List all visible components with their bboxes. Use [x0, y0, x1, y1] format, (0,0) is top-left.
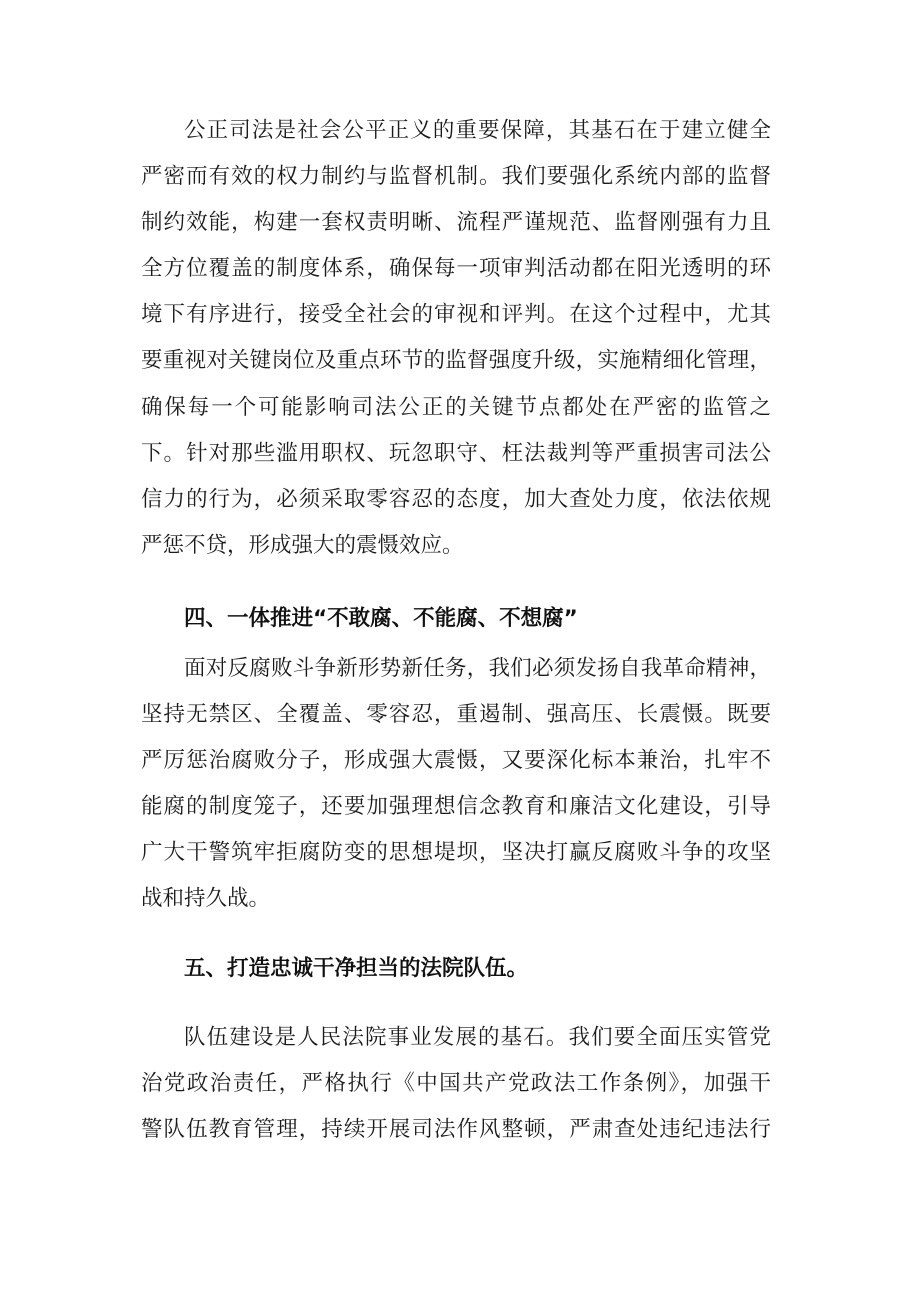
section-heading-five: 五、打造忠诚干净担当的法院队伍。: [184, 956, 529, 981]
paragraph-line: 严惩不贷，形成强大的震慑效应。: [141, 532, 464, 558]
paragraph-line: 全方位覆盖的制度体系，确保每一项审判活动都在阳光透明的环: [141, 256, 771, 282]
paragraph-line: 治党政治责任，严格执行《中国共产党政法工作条例》，加强干: [141, 1071, 771, 1097]
paragraph-line: 战和持久战。: [141, 886, 271, 912]
paragraph-line: 面对反腐败斗争新形势新任务，我们必须发扬自我革命精神，: [184, 656, 771, 681]
paragraph-line: 广大干警筑牢拒腐防变的思想堤坝，坚决打赢反腐败斗争的攻坚: [141, 840, 771, 866]
paragraph-anti-corruption: [141, 646, 771, 923]
paragraph-line: 下。针对那些滥用职权、玩忽职守、枉法裁判等严重损害司法公: [141, 440, 771, 466]
paragraph-line: 境下有序进行，接受全社会的审视和评判。在这个过程中，尤其: [141, 302, 771, 328]
paragraph-judicial-supervision: [141, 108, 771, 569]
paragraph-line: 能腐的制度笼子，还要加强理想信念教育和廉洁文化建设，引导: [141, 794, 771, 820]
paragraph-line: 严厉惩治腐败分子，形成强大震慑，又要深化标本兼治，扎牢不: [141, 748, 771, 774]
paragraph-line: 坚持无禁区、全覆盖、零容忍，重遏制、强高压、长震慑。既要: [141, 702, 771, 728]
paragraph-team-building: [141, 1015, 771, 1153]
paragraph-line: 严密而有效的权力制约与监督机制。我们要强化系统内部的监督: [141, 164, 771, 190]
paragraph-line: 警队伍教育管理，持续开展司法作风整顿，严肃查处违纪违法行: [141, 1117, 771, 1143]
paragraph-line: 信力的行为，必须采取零容忍的态度，加大查处力度，依法依规: [141, 486, 771, 512]
paragraph-line: 确保每一个可能影响司法公正的关键节点都处在严密的监管之: [141, 394, 771, 420]
paragraph-line: 公正司法是社会公平正义的重要保障，其基石在于建立健全: [184, 118, 771, 143]
paragraph-line: 队伍建设是人民法院事业发展的基石。我们要全面压实管党: [184, 1025, 771, 1050]
paragraph-line: 要重视对关键岗位及重点环节的监督强度升级，实施精细化管理，: [141, 348, 771, 374]
section-heading-four: 四、一体推进“不敢腐、不能腐、不想腐”: [184, 606, 578, 631]
paragraph-line: 制约效能，构建一套权责明晰、流程严谨规范、监督刚强有力且: [141, 210, 771, 236]
